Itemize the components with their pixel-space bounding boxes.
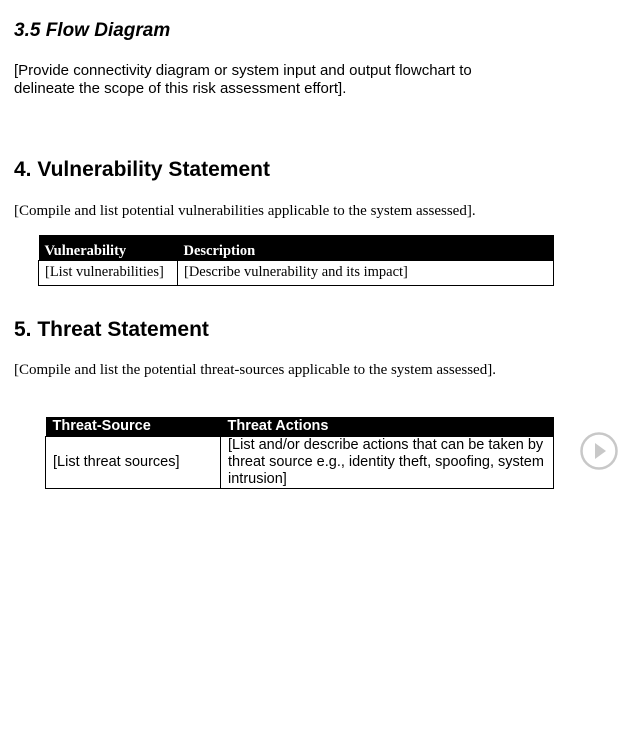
play-button[interactable]	[580, 432, 618, 470]
column-header-threat-actions: Threat Actions	[221, 417, 554, 436]
vulnerability-table	[38, 235, 554, 286]
section-5-heading: 5. Threat Statement	[14, 318, 209, 341]
table-cell: [List threat sources]	[46, 436, 221, 488]
table-cell: [Describe vulnerability and its impact]	[178, 260, 554, 285]
play-icon	[580, 432, 618, 470]
column-header-vulnerability: Vulnerability	[39, 235, 178, 260]
table-cell: [List and/or describe actions that can be taken by threat source e.g., identity theft, spoofing, system intrusion]	[221, 436, 554, 488]
table-row	[39, 260, 554, 285]
threat-table	[45, 417, 554, 489]
table-row	[46, 436, 554, 488]
section-4-heading: 4. Vulnerability Statement	[14, 158, 270, 181]
column-header-threat-source: Threat-Source	[46, 417, 221, 436]
table-cell: [List vulnerabilities]	[39, 260, 178, 285]
column-header-description: Description	[178, 235, 554, 260]
section-3-5-body: [Provide connectivity diagram or system input and output flowchart to delineate the scope of this risk assessment effort].	[14, 62, 472, 97]
table-header-row	[46, 417, 554, 436]
table-header-row	[39, 235, 554, 260]
section-4-body: [Compile and list potential vulnerabilities applicable to the system assessed].	[14, 203, 476, 219]
section-5-body: [Compile and list the potential threat-sources applicable to the system assessed].	[14, 362, 496, 378]
section-3-5-heading: 3.5 Flow Diagram	[14, 20, 171, 41]
